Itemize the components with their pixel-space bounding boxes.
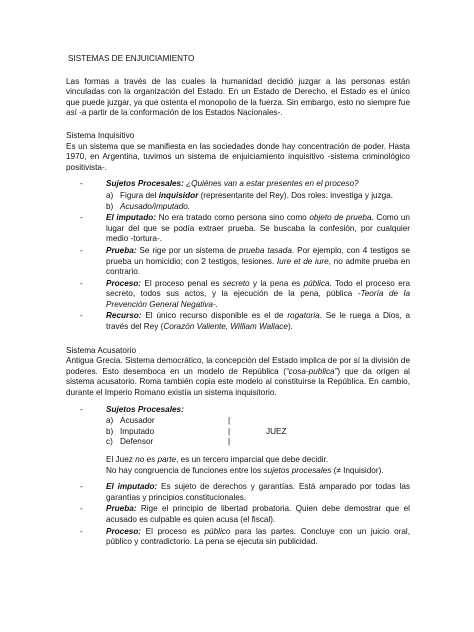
intro-paragraph: Las formas a través de las cuales la humanidad decidió juzgar a las personas están vinculadas con la organización del Estado. En un Estado de Derecho, el Estado es el único que puede juzgar, ya que ostenta el monopolio de la fuerza. Sin embargo, esto no siempre fue así -a partir de la conformación de los Estados Nacionales-. (66, 76, 410, 118)
sujeto-label: Imputado (120, 426, 155, 436)
text-em: inquisidor (158, 190, 199, 200)
acusatorio-body (66, 356, 410, 398)
text: , no admite prueba en contrario. (106, 256, 411, 277)
sub-mark: b) (106, 426, 114, 436)
label-imputado: El imputado: (106, 482, 158, 492)
sub-item (106, 202, 410, 213)
label-prueba: Prueba: (106, 504, 137, 514)
inquisitivo-list (66, 179, 410, 332)
text: Rige el principio de libertad probatoria. Quien debe demostrar que el acusado es culpable es quien acusa (el fiscal). (106, 504, 410, 524)
text: Es sujeto de derechos y garantías. Está amparado por todas las garantías y principios constitucionales. (106, 482, 410, 502)
text: . Todo el proceso era secreto, todos sus actos, y la ejecución de la pena, pública (106, 278, 411, 299)
text-em: sujetos procesales (263, 465, 332, 475)
text: (representante del Rey). Dos roles: investiga y juzga. (200, 190, 394, 200)
text: El único recurso disponible es el de (145, 311, 284, 321)
heading-acusatorio: Sistema Acusatorio (66, 345, 137, 355)
dash-mark: - (80, 179, 83, 189)
separator: | (228, 426, 231, 436)
text: . Por ejemplo, con 4 testigos se prueba un homicidio; con 2 testigos, lesiones. (106, 245, 411, 266)
sujetos-question: ¿Quiénes van a estar presentes en el proceso? (186, 179, 359, 189)
juez-note (66, 455, 410, 466)
text: El Juez (106, 455, 133, 464)
text: y la pena es (252, 278, 301, 288)
sub-mark: b) (106, 201, 114, 211)
text-em: Corazón Valiente, William Wallace (163, 322, 288, 332)
dash-mark: - (80, 404, 83, 414)
sub-item (106, 427, 410, 438)
sub-list (106, 416, 410, 448)
label-recurso: Recurso: (106, 311, 142, 321)
list-item (66, 482, 410, 503)
text: No hay congruencia de funciones entre los (106, 465, 262, 475)
text: ) que da origen al sistema acusatorio. Roma también copia este modelo al constituirse la República. En cambio, durante el Imperio Romano existía un sistema inquisitorio. (66, 366, 410, 398)
list-item (66, 527, 410, 548)
dash-mark: - (80, 278, 83, 288)
sub-item (106, 437, 410, 448)
text-em: pública (303, 278, 330, 288)
text-em: objeto de prueba (309, 213, 372, 223)
text-em: rogatoria (287, 311, 320, 321)
label-prueba: Prueba: (106, 245, 137, 255)
label-proceso: Proceso: (106, 526, 142, 536)
sub-item (106, 416, 410, 427)
sub-mark: a) (106, 416, 114, 426)
congruencia-note (66, 466, 410, 477)
label-imputado: El imputado: (106, 213, 156, 223)
sub-item (106, 191, 410, 202)
text-em: -Teoría de la Prevención General Negativa-. (106, 289, 410, 309)
text-em: Acusado/imputado. (120, 201, 191, 211)
sub-mark: a) (106, 190, 114, 200)
sujeto-label: Defensor (120, 437, 154, 447)
label-sujetos: Sujetos Procesales: (106, 404, 184, 414)
list-item (66, 405, 410, 448)
acusatorio-list (66, 482, 410, 548)
dash-mark: - (80, 311, 83, 321)
text: No era tratado como persona sino como (158, 213, 307, 223)
text: Figura del (120, 190, 157, 200)
dash-mark: - (80, 526, 83, 536)
dash-mark: - (80, 504, 83, 514)
text-em: “cosa-publica” (285, 366, 338, 376)
dash-mark: - (80, 482, 83, 492)
label-proceso: Proceso: (106, 278, 142, 288)
list-item (66, 246, 410, 278)
text: ). (287, 322, 293, 332)
text-em: público (204, 526, 231, 536)
separator: | (228, 416, 231, 426)
text-em: Iure et de iure (276, 256, 329, 266)
separator: | (228, 437, 231, 447)
document-title: SISTEMAS DE ENJUICIAMIENTO (68, 54, 195, 63)
sujeto-label: Acusador (120, 416, 155, 426)
list-item (66, 504, 410, 525)
acusatorio-sujetos-list (66, 405, 410, 448)
text: Se rige por un sistema de (139, 245, 236, 255)
text: El proceso es (145, 526, 200, 536)
text: Antigua Grecia. Sistema democrático, la concepción del Estado implica de por sí la división de poderes. Esto desemboca en un modelo de República ( (66, 356, 410, 376)
text: . Se le ruega a Dios, a través del Rey ( (106, 311, 411, 332)
list-item (66, 311, 410, 332)
dash-mark: - (80, 213, 83, 223)
text: para las partes. Concluye con un juicio oral, público y contradictorio. La pena se ejecuta sin publicidad. (106, 526, 411, 547)
inquisitivo-body: Es un sistema que se manifiesta en las sociedades donde hay concentración de poder. Hasta 1970, en Argentina, tuvimos un sistema de enjuiciamiento inquisitivo -sistema criminológico positivista-. (66, 141, 410, 172)
text: , es un tercero imparcial que debe decidir. (176, 455, 329, 464)
dash-mark: - (80, 245, 83, 255)
sub-list (106, 191, 410, 212)
text-em: secreto (222, 278, 250, 288)
text: (≠ Inquisidor). (333, 465, 384, 475)
sub-mark: c) (106, 437, 113, 447)
list-item (66, 179, 410, 212)
list-item (66, 213, 410, 245)
juez-label: JUEZ (266, 426, 287, 436)
heading-inquisitivo: Sistema Inquisitivo (66, 130, 135, 140)
text-em: prueba tasada (238, 245, 292, 255)
label-sujetos: Sujetos Procesales: (106, 179, 184, 189)
text-em: no es parte (135, 455, 177, 464)
text: . Como un lugar del que se podía extraer prueba. Se buscaba la confesión, por cualquier medio -tortura-. (106, 213, 410, 244)
text: El proceso penal es (144, 278, 220, 288)
list-item (66, 279, 410, 311)
